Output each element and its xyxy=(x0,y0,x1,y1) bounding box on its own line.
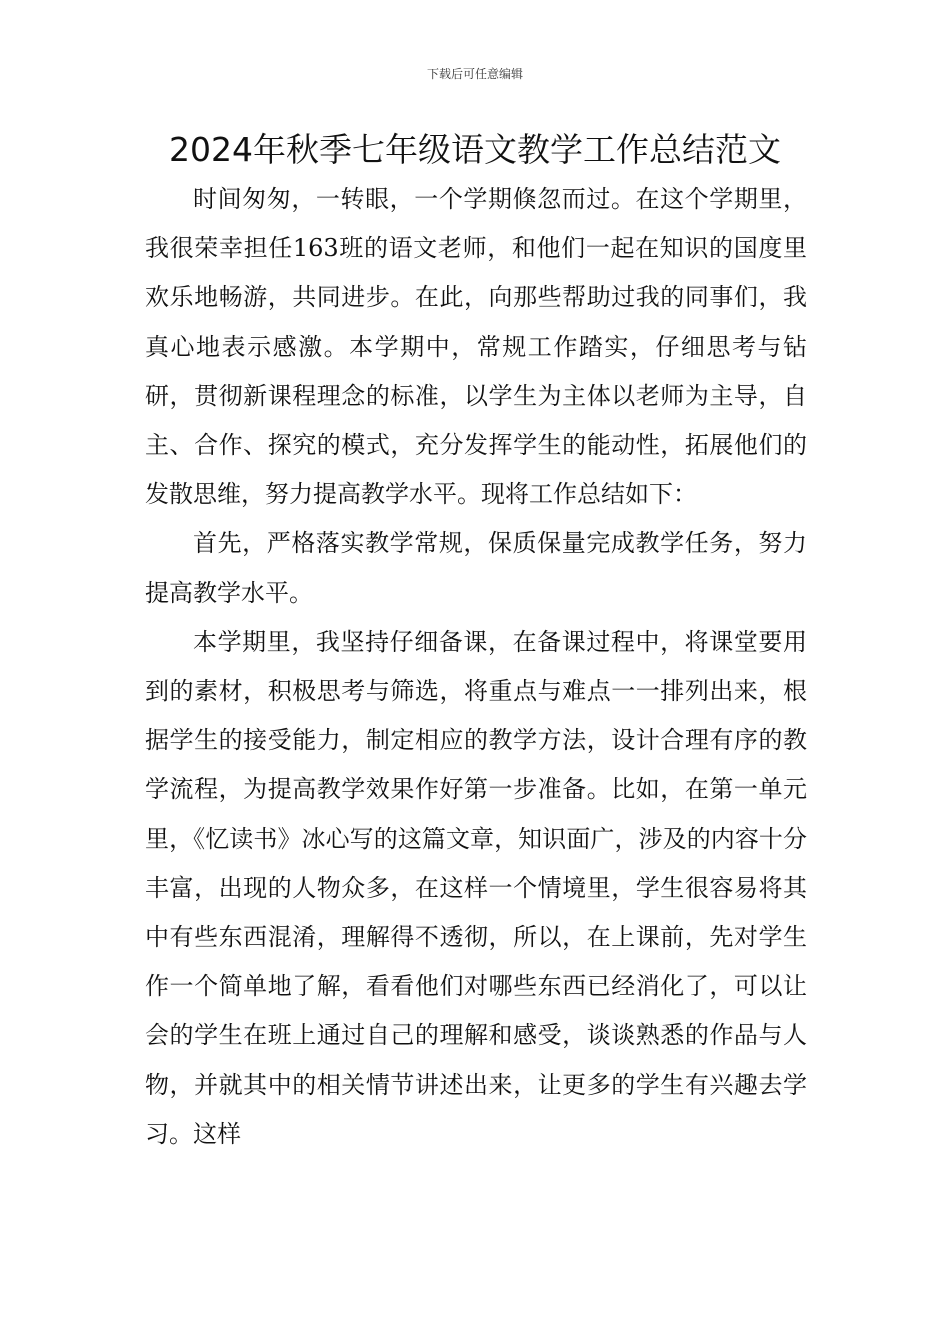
paragraph-first-point: 首先，严格落实教学常规，保质保量完成教学任务，努力提高教学水平。 xyxy=(145,529,807,607)
document-body xyxy=(145,175,807,1159)
paragraph-lesson-prep: 本学期里，我坚持仔细备课，在备课过程中，将课堂要用到的素材，积极思考与筛选，将重点与难点一一排列出来，根据学生的接受能力，制定相应的教学方法，设计合理有序的教学流程，为提高教学效果作好第一步准备。比如，在第一单元里，《忆读书》冰心写的这篇文章，知识面广，涉及的内容十分丰富，出现的人物众多，在这样一个情境里，学生很容易将其中有些东西混淆，理解得不透彻，所以，在上课前，先对学生作一个简单地了解，看看他们对哪些东西已经消化了，可以让会的学生在班上通过自己的理解和感受，谈谈熟悉的作品与人物，并就其中的相关情节讲述出来，让更多的学生有兴趣去学习。这样 xyxy=(145,627,807,1148)
document-title: 2024年秋季七年级语文教学工作总结范文 xyxy=(169,130,781,169)
download-note: 下载后可任意编辑 xyxy=(426,67,523,81)
paragraph-intro: 时间匆匆，一转眼，一个学期倏忽而过。在这个学期里，我很荣幸担任163班的语文老师，和他们一起在知识的国度里欢乐地畅游，共同进步。在此，向那些帮助过我的同事们，我真心地表示感激。本学期中，常规工作踏实，仔细思考与钻研，贯彻新课程理念的标准，以学生为主体以老师为主导，自主、合作、探究的模式，充分发挥学生的能动性，拓展他们的发散思维，努力提高教学水平。现将工作总结如下： xyxy=(145,185,807,509)
